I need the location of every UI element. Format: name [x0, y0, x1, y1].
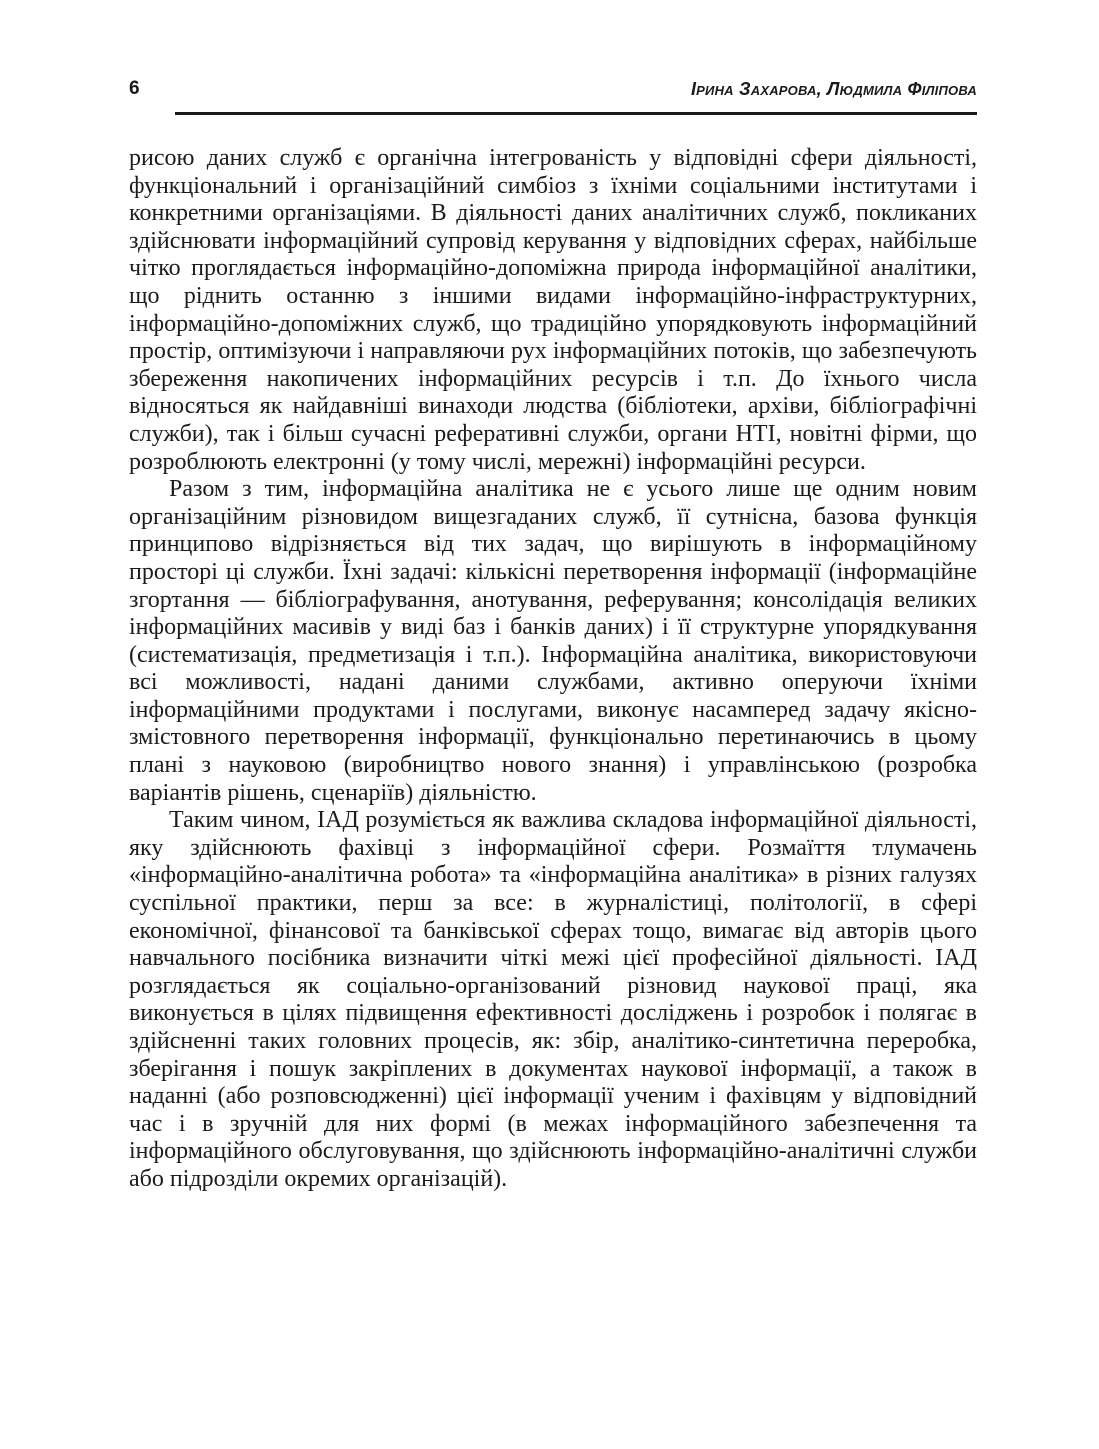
paragraph-3: Таким чином, ІАД розуміється як важлива складова інформаційної діяльності, яку здійснюють фахівці з інформаційної сфери. Розмаїття тлумачень «інформаційно-аналітична робота» та «інформаційна аналітика» в різних галузях суспільної практики, перш за все: в журналістиці, політології, в сфері економічної, фінансової та банківської сферах тощо, вимагає від авторів цього навчального посібника визначити чіткі межі цієї професійної діяльності. ІАД розглядається як соціально-організований різновид наукової праці, яка виконується в цілях підвищення ефективності досліджень і розробок і полягає в здійсненні таких головних процесів, як: збір, аналітико-синтетична переробка, зберігання і пошук закріплених в документах наукової інформації, а також в наданні (або розповсюдженні) цієї інформації ученим і фахівцям у відповідний час і в зручній для них формі (в межах інформаційного забезпечення та інформаційного обслуговування, що здійснюють інформаційно-аналітичні служби або підрозділи окремих організацій).	[129, 807, 977, 1192]
paragraph-2: Разом з тим, інформаційна аналітика не є усього лише ще одним новим організаційним різновидом вищезгаданих служб, її сутнісна, базова функція принципово відрізняється від тих задач, що вирішують в інформаційному просторі ці служби. Їхні задачі: кількісні перетворення інформації (інформаційне згортання — бібліографування, анотування, реферування; консолідація великих інформаційних масивів у виді баз і банків даних) і її структурне упорядкування (систематизація, предметизація і т.п.). Інформаційна аналітика, використовуючи всі можливості, надані даними службами, активно оперуючи їхніми інформаційними продуктами і послугами, виконує насамперед задачу якісно-змістовного перетворення інформації, функціонально перетинаючись в цьому плані з науковою (виробництво нового знання) і управлінською (розробка варіантів рішень, сценаріїв) діяльністю.	[129, 476, 977, 806]
header-authors: Ірина Захарова, Людмила Філіпова	[690, 79, 977, 99]
running-header	[129, 78, 977, 108]
paragraph-1: рисою даних служб є органічна інтегрованість у відповідні сфери діяльності, функціональний і організаційний симбіоз з їхніми соціальними інститутами і конкретними організаціями. В діяльності даних аналітичних служб, покликаних здійснювати інформаційний супровід керування у відповідних сферах, найбільше чітко проглядається інформаційно-допоміжна природа інформаційної аналітики, що ріднить останню з іншими видами інформаційно-інфраструктурних, інформаційно-допоміжних служб, що традиційно упорядковують інформаційний простір, оптимізуючи і направляючи рух інформаційних потоків, що забезпечують збереження накопичених інформаційних ресурсів і т.п. До їхнього числа відносяться як найдавніші винаходи людства (бібліотеки, архіви, бібліографічні служби), так і більш сучасні реферативні служби, органи НТІ, новітні фірми, що розроблюють електронні (у тому числі, мережні) інформаційні ресурси.	[129, 145, 977, 475]
page-number: 6	[129, 78, 140, 99]
header-rule	[175, 112, 977, 115]
body-text	[129, 145, 977, 1194]
